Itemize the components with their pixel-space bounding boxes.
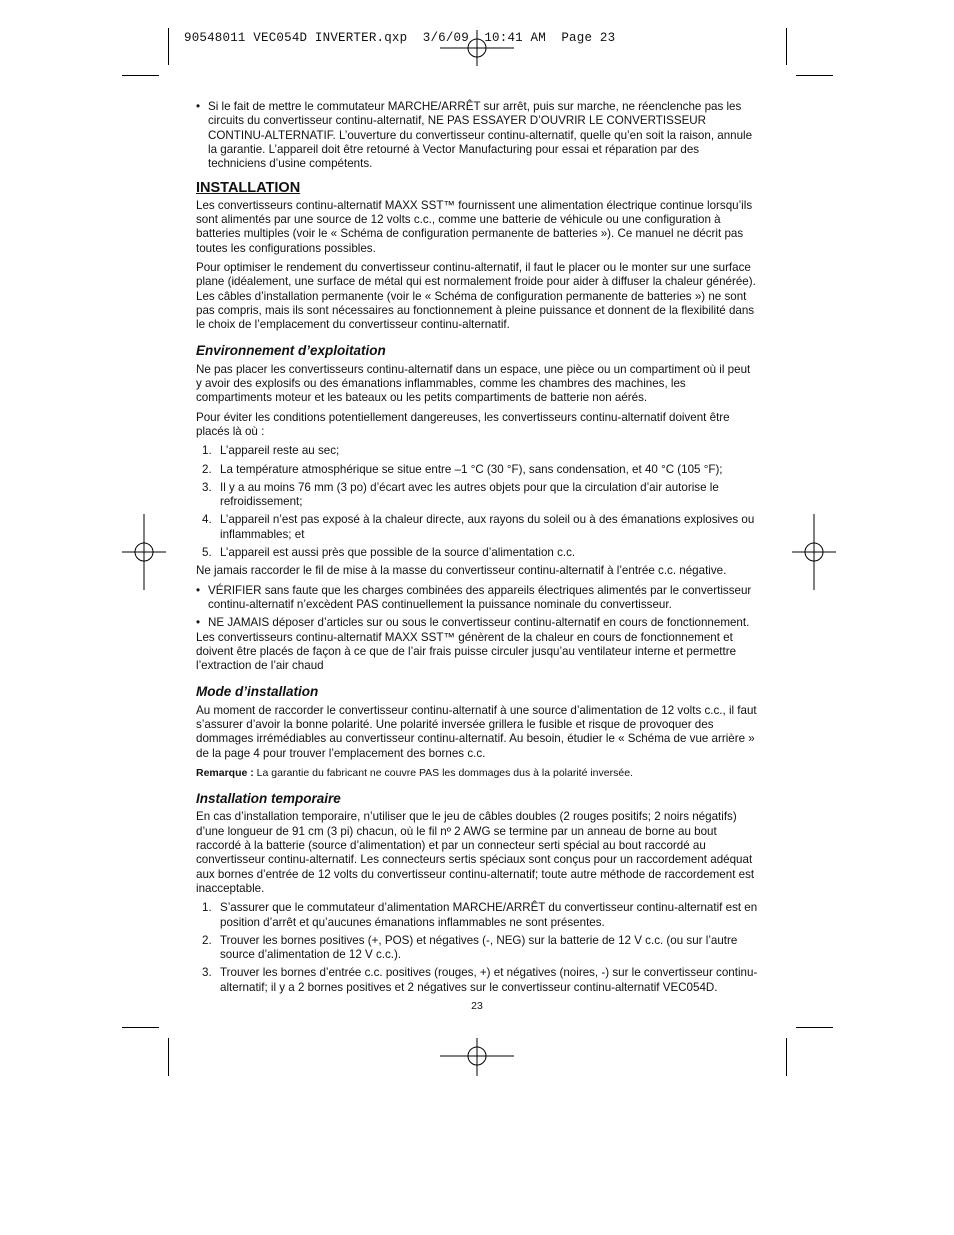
paragraph: Les convertisseurs continu-alternatif MAXX SST™ génèrent de la chaleur en cours de fonctionnement et doivent être placés de façon à ce que de l’air frais puisse circuler jusqu’au ventilateur interne et permettre l’extraction de l’air chaud xyxy=(196,630,737,673)
bullet-mark: • xyxy=(196,583,201,597)
list-item: 4. L’appareil n’est pas exposé à la chaleur directe, aux rayons du soleil ou à des émanations explosives ou inflammables; et xyxy=(202,513,755,541)
list-item: 2. Trouver les bornes positives (+, POS) et négatives (-, NEG) sur la batterie de 12 V c.c. (ou sur l’autre source d’alimentation de 12 V c.c.). xyxy=(202,933,738,962)
list-item: 5. L’appareil est aussi près que possible de la source d’alimentation c.c. xyxy=(202,546,576,560)
registration-mark-left xyxy=(122,514,166,590)
list-item: 2. La température atmosphérique se situe entre –1 °C (30 °F), sans condensation, et 40 °C (105 °F); xyxy=(202,462,723,476)
bullet-mark: • xyxy=(196,616,201,630)
numbered-list-temporary xyxy=(196,901,758,995)
section-heading-installation: INSTALLATION xyxy=(196,180,301,197)
bullet-text: Si le fait de mettre le commutateur MARCHE/ARRÊT sur arrêt, puis sur marche, ne réenclenche pas les circuits du convertisseur continu-alternatif, NE PAS ESSAYER D’OUVRIR LE CONVERTISSEUR CONTINU-ALTERNATIF. L’ouverture du convertisseur continu-alternatif, quelle qu’en soit la raison, annule la garantie. L’appareil doit être retourné à Vector Manufacturing pour essai et réparation par des techniciens d’usine compétents. xyxy=(208,100,753,171)
note xyxy=(196,766,758,780)
paragraph: Pour éviter les conditions potentiellement dangereuses, les convertisseurs continu-alternatif doivent être placés là où : xyxy=(196,410,730,438)
crop-mark xyxy=(786,1038,787,1076)
paragraph: Au moment de raccorder le convertisseur continu-alternatif à une source d’alimentation de 12 volts c.c., il faut s’assurer d’avoir la bonne polarité. Une polarité inversée grillera le fusible et risque de provoquer des dommages irrémédiables au convertisseur continu-alternatif. Au besoin, étudier le « Schéma de vue arrière » de la page 4 pour trouver l’emplacement des bornes c.c. xyxy=(196,703,757,760)
bullet-item: • VÉRIFIER sans faute que les charges combinées des appareils électriques alimentés par le convertisseur continu-alternatif n’excèdent PAS continuellement la puissance nominale du convertisseur. xyxy=(196,583,752,611)
bullet-item: • NE JAMAIS déposer d’articles sur ou sous le convertisseur continu-alternatif en cours de fonctionnement. xyxy=(196,616,750,630)
crop-mark xyxy=(796,1027,833,1028)
print-slug: 90548011 VEC054D INVERTER.qxp 3/6/09 10:41 AM Page 23 xyxy=(184,31,616,45)
subheading-temporary: Installation temporaire xyxy=(196,791,341,807)
subheading-environment: Environnement d’exploitation xyxy=(196,343,386,359)
paragraph: En cas d’installation temporaire, n’utiliser que le jeu de câbles doubles (2 rouges positifs; 2 noirs négatifs) d’une longueur de 91 cm (3 pi) chacun, où le fil nº 2 AWG se termine par un anneau de borne au bout raccordé à la batterie (source d’alimentation) et par un connecteur serti spécial au bout raccordé au convertisseur continu-alternatif. Les connecteurs sertis spéciaux sont conçus pour un raccordement adéquat aux bornes d’entrée de 12 volts du convertisseur continu-alternatif; toute autre méthode de raccordement est inacceptable. xyxy=(196,810,755,895)
bullet-mark: • xyxy=(196,100,201,113)
crop-mark xyxy=(122,75,159,76)
numbered-list-environment xyxy=(196,444,758,560)
page-content xyxy=(196,100,758,999)
crop-mark xyxy=(168,1038,169,1076)
list-item: 1. L’appareil reste au sec; xyxy=(202,444,340,458)
paragraph: Pour optimiser le rendement du convertisseur continu-alternatif, il faut le placer ou le monter sur une surface plane (idéalement, une surface de métal qui est normalement froide pour aider à diffuser la chaleur générée). Les câbles d’installation permanente (voir le « Schéma de configuration permanente de batteries ») ne sont pas compris, mais ils sont nécessaires au fonctionnement à pleine puissance et donnent de la flexibilité dans le choix de l’emplacement du convertisseur continu-alternatif. xyxy=(196,260,756,332)
paragraph: Ne jamais raccorder le fil de mise à la masse du convertisseur continu-alternatif à l’entrée c.c. négative. xyxy=(196,564,727,578)
note-label: Remarque : xyxy=(196,766,254,779)
subheading-mode: Mode d’installation xyxy=(196,684,319,700)
registration-mark-bottom xyxy=(440,1038,514,1076)
paragraph: Ne pas placer les convertisseurs continu-alternatif dans un espace, une pièce ou un compartiment où il peut y avoir des explosifs ou des émanations inflammables, comme les chambres des machines, les compartiments moteur et les bateaux ou les petits compartiments de batterie non aérés. xyxy=(196,362,751,405)
paragraph: Les convertisseurs continu-alternatif MAXX SST™ fournissent une alimentation électrique continue lorsqu’ils sont alimentés par une source de 12 volts c.c., comme une batterie de véhicule ou une configuration à batteries multiples (voir le « Schéma de configuration permanente de batteries »). Ce manuel ne décrit pas toutes les configurations possibles. xyxy=(196,198,753,255)
crop-mark xyxy=(786,28,787,65)
registration-mark-top xyxy=(440,30,514,66)
crop-mark xyxy=(122,1027,159,1028)
page-number: 23 xyxy=(471,1000,483,1012)
registration-mark-right xyxy=(792,514,836,590)
list-item: 1. S’assurer que le commutateur d’alimentation MARCHE/ARRÊT du convertisseur continu-alternatif est en position d’arrêt et qu’aucunes émanations inflammables ne sont présentes. xyxy=(202,901,758,929)
list-item: 3. Trouver les bornes d’entrée c.c. positives (rouges, +) et négatives (noires, -) sur le convertisseur continu-alternatif; il y a 2 bornes positives et 2 négatives sur le convertisseur continu-alternatif VEC054D. xyxy=(202,966,758,994)
crop-mark xyxy=(168,28,169,65)
crop-mark xyxy=(796,75,833,76)
warning-bullet xyxy=(196,100,758,171)
list-item: 3. Il y a au moins 76 mm (3 po) d’écart avec les autres objets pour que la circulation d’air autorise le refroidissement; xyxy=(202,480,719,509)
note-text: La garantie du fabricant ne couvre PAS les dommages dus à la polarité inversée. xyxy=(253,766,633,779)
